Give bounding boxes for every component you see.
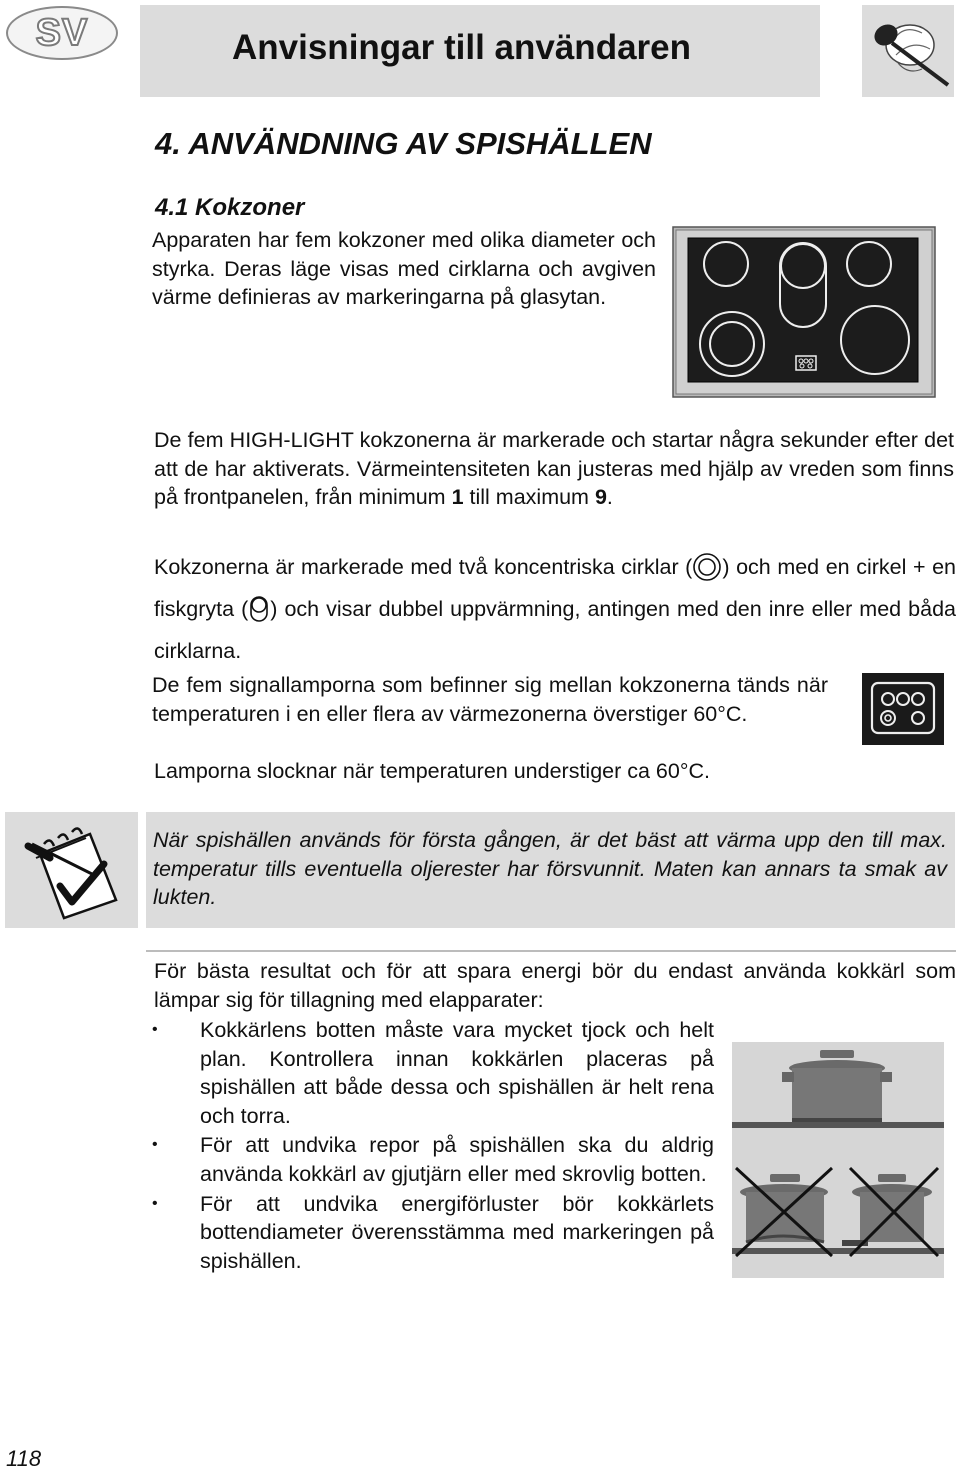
minimum-value: 1 <box>451 485 464 510</box>
list-item <box>152 1190 714 1276</box>
page-number: 118 <box>6 1446 42 1471</box>
bullet-text: Kokkärlens botten måste vara mycket tjock och helt plan. Kontrollera innan kokkärlen placeras på spishällen att både dessa och spishällen är helt rena och torra. <box>200 1018 714 1128</box>
highlight-text-b: till maximum <box>463 485 595 510</box>
double-circle-icon <box>692 552 722 592</box>
page-title: Anvisningar till användaren <box>232 28 691 67</box>
lamps-off-paragraph: Lamporna slocknar när temperaturen understiger ca 60°C. <box>154 759 710 783</box>
cookware-tips-intro: För bästa resultat och för att spara energi bör du endast använda kokkärl som lämpar sig för tillagning med elapparater: <box>154 959 956 1012</box>
concentric-text-b: ) och med en cirkel + en fiskgryta ( <box>154 555 956 621</box>
bullet-dot: • <box>152 1194 158 1212</box>
highlight-text-end: . <box>606 485 613 510</box>
language-badge: SV <box>6 6 118 60</box>
concentric-text-a: Kokzonerna är markerade med två koncentriska cirklar ( <box>154 555 693 579</box>
maximum-value: 9 <box>594 485 607 510</box>
cookware-correct-incorrect-icon <box>732 1042 944 1278</box>
cooktop-five-zones-icon <box>672 226 936 398</box>
section-divider <box>146 950 956 952</box>
signal-lamps-icon <box>862 673 944 745</box>
note-separator <box>138 812 146 928</box>
signal-lamps-paragraph: De fem signallamporna som befinner sig mellan kokzonerna tänds när temperaturen i en eller flera av värmezonerna överstiger 60°C. <box>152 673 828 726</box>
logo-panel <box>862 5 954 97</box>
bullet-dot: • <box>152 1136 158 1154</box>
bullet-text: För att undvika energiförluster bör kokkärlets bottendiameter överensstämma med markeringen på spishällen. <box>200 1191 714 1273</box>
list-item <box>152 1131 714 1188</box>
highlight-paragraph <box>154 426 954 512</box>
intro-paragraph: Apparaten har fem kokzoner med olika diameter och styrka. Deras läge visas med cirklarna och avgiven värme definieras av markeringarna på glasytan. <box>152 228 656 310</box>
chef-spoon-icon <box>862 5 954 97</box>
bullet-dot: • <box>152 1021 158 1038</box>
bullet-text: För att undvika repor på spishällen ska du aldrig använda kokkärl av gjutjärn eller med skrovlig botten. <box>200 1133 714 1186</box>
list-item <box>152 1016 714 1130</box>
highlight-text-a: De fem HIGH-LIGHT kokzonerna är markerade och startar några sekunder efter det att de har aktiverats. Värmeintensiteten kan justeras med hjälp av vreden som finns på frontpanelen, från minimum <box>154 428 954 510</box>
section-heading: 4. ANVÄNDNING AV SPISHÄLLEN <box>155 126 652 161</box>
notepad-check-icon <box>20 824 124 920</box>
cookware-bullet-list <box>152 1016 714 1276</box>
concentric-text-c: ) och visar dubbel uppvärmning, antingen med den inre eller med båda cirklarna. <box>154 597 956 663</box>
subsection-heading: 4.1 Kokzoner <box>155 194 305 221</box>
first-use-note: När spishällen används för första gången, är det bäst att värma upp den till max. temperatur tills eventuella oljerester har försvunnit. Maten kan annars ta smak av lukten. <box>153 828 947 910</box>
concentric-zones-paragraph <box>154 550 956 668</box>
oval-zone-icon <box>248 594 270 634</box>
